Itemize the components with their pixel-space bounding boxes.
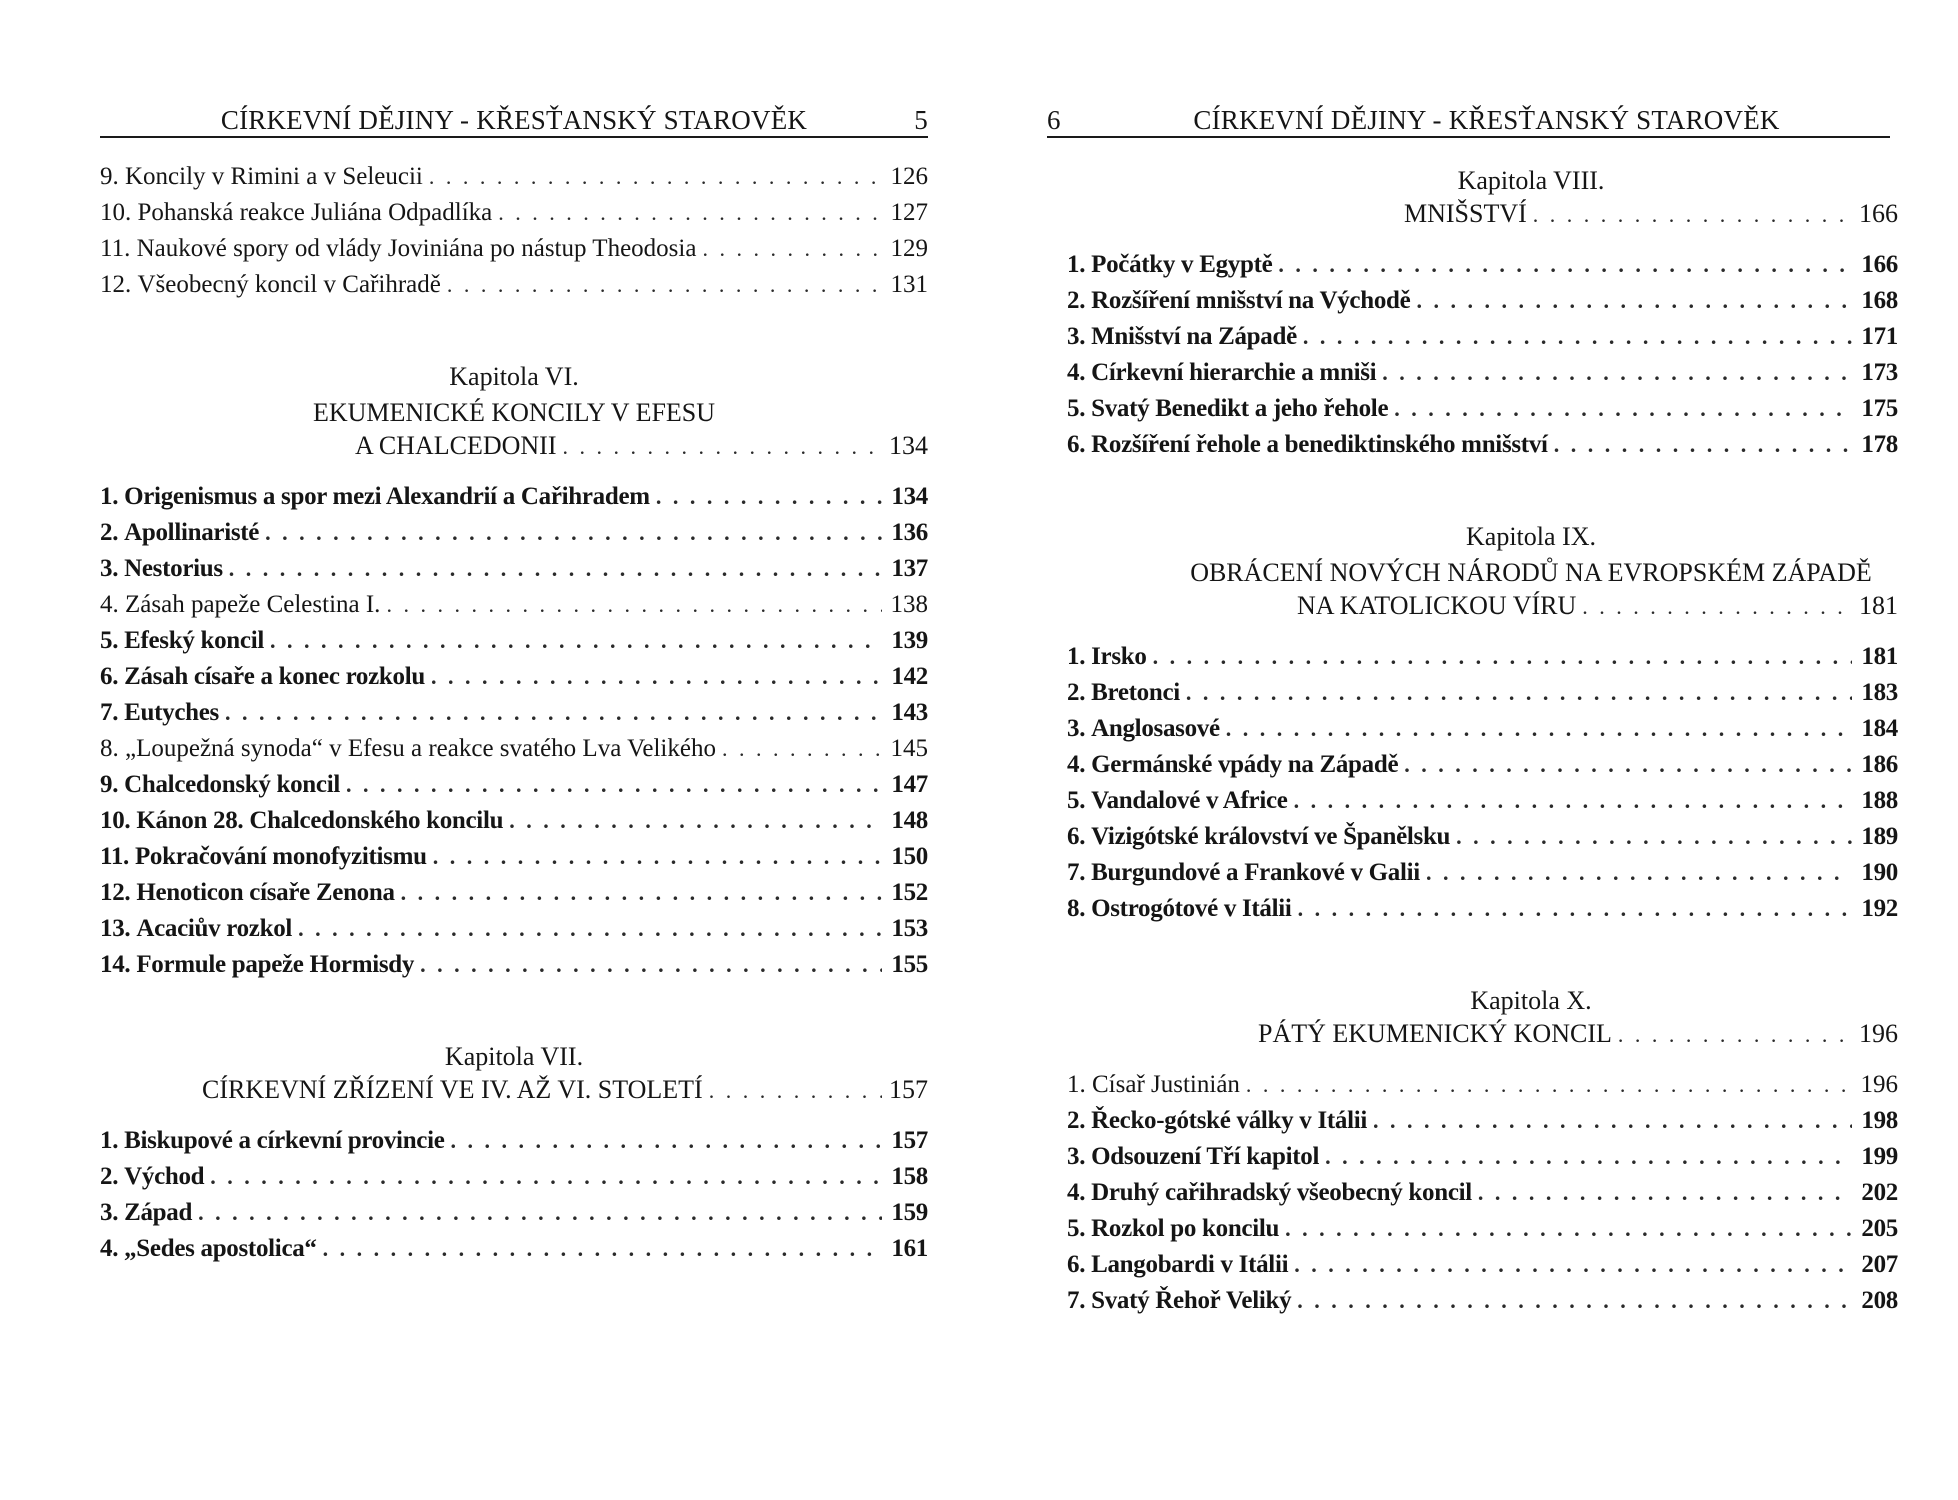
toc-entry[interactable]: 2. Apollinaristé . . . 136 (100, 519, 928, 555)
entry-page: 152 (891, 879, 928, 906)
entry-title: Apollinaristé (124, 519, 260, 546)
toc-entry[interactable]: 10. Kánon 28. Chalcedonského koncilu . . . 148 (100, 807, 928, 843)
entry-page: 207 (1861, 1251, 1898, 1278)
entry-page: 184 (1861, 715, 1898, 742)
toc-entry[interactable]: 13. Acaciův rozkol . . . 153 (100, 915, 928, 951)
chapter-label: Kapitola VII. (444, 1042, 584, 1071)
entry-title: Biskupové a církevní provincie (124, 1127, 445, 1154)
entry-title: Svatý Benedikt a jeho řehole (1091, 395, 1389, 422)
entry-page: 129 (890, 235, 928, 262)
entry-page: 147 (891, 771, 928, 798)
entry-page: 190 (1861, 859, 1898, 886)
toc-entry[interactable]: 3. Mnišství na Západě . . . 171 (1067, 323, 1898, 359)
toc-entry[interactable]: 4. Zásah papeže Celestina I. . . . 138 (100, 591, 928, 627)
entry-page: 158 (891, 1163, 928, 1190)
entry-page: 127 (890, 199, 928, 226)
entry-page: 192 (1861, 895, 1898, 922)
entry-page: 157 (891, 1127, 928, 1154)
entry-title: Ostrogótové v Itálii (1091, 895, 1292, 922)
entry-title: Nestorius (124, 555, 223, 582)
entry-title: Acaciův rozkol (136, 915, 293, 942)
chapter-title: MNIŠSTVÍ (1404, 199, 1527, 228)
toc-body (100, 163, 928, 1271)
entry-title: Burgundové a Frankové v Galii (1091, 859, 1420, 886)
entry-page: 143 (891, 699, 928, 726)
chapter-label: Kapitola IX. (1466, 522, 1596, 551)
toc-entry[interactable]: 12. Henoticon císaře Zenona . . . 152 (100, 879, 928, 915)
entry-page: 150 (891, 843, 928, 870)
entry-title: Origenismus a spor mezi Alexandrií a Cařihradem (124, 483, 650, 510)
toc-entry[interactable]: 4. Druhý cařihradský všeobecný koncil . . . 202 (1067, 1179, 1898, 1215)
entry-title: „Loupežná synoda“ v Efesu a reakce svatého Lva Velikého (125, 735, 716, 762)
toc-entry[interactable]: 8. „Loupežná synoda“ v Efesu a reakce svatého Lva Velikého . . . 145 (100, 735, 928, 771)
toc-entry[interactable]: 4. Germánské vpády na Západě . . . 186 (1067, 751, 1898, 787)
chapter-title-row[interactable] (100, 1075, 928, 1111)
toc-entry[interactable]: 1. Irsko . . . 181 (1067, 643, 1898, 679)
toc-entry[interactable]: 9. Koncily v Rimini a v Seleucii . . . 126 (100, 163, 928, 199)
toc-entry[interactable]: 3. Odsouzení Tří kapitol . . . 199 (1067, 1143, 1898, 1179)
entry-page: 131 (890, 271, 928, 298)
entry-title: Formule papeže Hormisdy (136, 951, 415, 978)
toc-entry[interactable]: 1. Počátky v Egyptě . . . 166 (1067, 251, 1898, 287)
entry-title: Naukové spory od vlády Joviniána po nástup Theodosia (136, 235, 697, 262)
entry-title: Henoticon císaře Zenona (136, 879, 395, 906)
chapter-title-row[interactable] (980, 199, 1898, 235)
chapter-title-row[interactable] (100, 431, 928, 467)
toc-entry[interactable]: 4. „Sedes apostolica“ . . . 161 (100, 1235, 928, 1271)
header-title: CÍRKEVNÍ DĚJINY - KŘESŤANSKÝ STAROVĚK (220, 105, 808, 135)
entry-page: 159 (891, 1199, 928, 1226)
page-number: 6 (1047, 105, 1061, 135)
entry-title: Vizigótské království ve Španělsku (1091, 823, 1451, 850)
entry-title: Řecko-gótské války v Itálii (1091, 1107, 1368, 1134)
entry-title: Bretonci (1091, 679, 1180, 706)
entry-page: 186 (1861, 751, 1898, 778)
header-rule (100, 136, 928, 138)
chapter-page: 157 (889, 1075, 928, 1104)
entry-page: 198 (1861, 1107, 1898, 1134)
entry-page: 126 (890, 163, 928, 190)
page-number: 5 (914, 105, 928, 135)
entry-title: Irsko (1091, 643, 1147, 670)
toc-entry[interactable]: 2. Bretonci . . . 183 (1067, 679, 1898, 715)
entry-title: Koncily v Rimini a v Seleucii (125, 163, 423, 190)
entry-title: Císař Justinián (1092, 1071, 1240, 1098)
entry-page: 183 (1861, 679, 1898, 706)
entry-page: 175 (1861, 395, 1898, 422)
chapter-page: 134 (889, 431, 928, 460)
toc-entry[interactable]: 7. Burgundové a Frankové v Galii . . . 190 (1067, 859, 1898, 895)
chapter-page: 196 (1859, 1019, 1898, 1048)
toc-entry[interactable]: 1. Origenismus a spor mezi Alexandrií a Cařihradem . . . 134 (100, 483, 928, 519)
entry-title: „Sedes apostolica“ (124, 1235, 317, 1262)
entry-page: 205 (1861, 1215, 1898, 1242)
entry-page: 178 (1861, 431, 1898, 458)
entry-page: 139 (891, 627, 928, 654)
chapter-title: CÍRKEVNÍ ZŘÍZENÍ VE IV. AŽ VI. STOLETÍ (202, 1075, 703, 1104)
toc-entry[interactable]: 6. Rozšíření řehole a benediktinského mnišství . . . 178 (1067, 431, 1898, 467)
entry-title: Východ (124, 1163, 205, 1190)
chapter-title: PÁTÝ EKUMENICKÝ KONCIL (1258, 1019, 1612, 1048)
entry-page: 137 (891, 555, 928, 582)
entry-page: 168 (1861, 287, 1898, 314)
entry-title: Církevní hierarchie a mniši (1091, 359, 1377, 386)
chapter-title: NA KATOLICKOU VÍRU (1297, 591, 1577, 620)
entry-title: Svatý Řehoř Veliký (1091, 1287, 1292, 1314)
toc-entry[interactable]: 5. Vandalové v Africe . . . 188 (1067, 787, 1898, 823)
entry-title: Germánské vpády na Západě (1091, 751, 1399, 778)
entry-page: 136 (891, 519, 928, 546)
chapter-label: Kapitola VI. (449, 362, 579, 391)
entry-title: Počátky v Egyptě (1091, 251, 1273, 278)
toc-entry[interactable]: 2. Řecko-gótské války v Itálii . . . 198 (1067, 1107, 1898, 1143)
toc-entry[interactable]: 2. Východ . . . 158 (100, 1163, 928, 1199)
right-page (979, 0, 1958, 1500)
chapter-page: 166 (1859, 199, 1898, 228)
entry-title: Zásah papeže Celestina I. (125, 591, 381, 618)
entry-page: 208 (1861, 1287, 1898, 1314)
toc-entry[interactable]: 7. Svatý Řehoř Veliký . . . 208 (1067, 1287, 1898, 1323)
toc-entry[interactable]: 14. Formule papeže Hormisdy . . . 155 (100, 951, 928, 987)
entry-page: 199 (1861, 1143, 1898, 1170)
running-header (100, 100, 928, 136)
toc-entry[interactable]: 9. Chalcedonský koncil . . . 147 (100, 771, 928, 807)
entry-title: Efeský koncil (124, 627, 264, 654)
entry-page: 153 (891, 915, 928, 942)
entry-title: Langobardi v Itálii (1091, 1251, 1289, 1278)
entry-title: Západ (124, 1199, 193, 1226)
toc-entry[interactable]: 5. Svatý Benedikt a jeho řehole . . . 175 (1067, 395, 1898, 431)
entry-title: Pokračování monofyzitismu (134, 843, 427, 870)
entry-title: Zásah císaře a konec rozkolu (124, 663, 425, 690)
toc-entry[interactable]: 5. Rozkol po koncilu . . . 205 (1067, 1215, 1898, 1251)
entry-page: 171 (1861, 323, 1898, 350)
entry-title: Anglosasové (1091, 715, 1220, 742)
chapter-title: A CHALCEDONII (355, 431, 557, 460)
entry-title: Eutyches (124, 699, 219, 726)
toc-entry[interactable]: 11. Naukové spory od vlády Joviniána po nástup Theodosia . . . 129 (100, 235, 928, 271)
entry-page: 173 (1861, 359, 1898, 386)
chapter-label: Kapitola VIII. (1457, 166, 1605, 195)
toc-entry[interactable]: 10. Pohanská reakce Juliána Odpadlíka . . . 127 (100, 199, 928, 235)
toc-entry[interactable]: 5. Efeský koncil . . . 139 (100, 627, 928, 663)
entry-title: Vandalové v Africe (1091, 787, 1288, 814)
toc-entry[interactable]: 6. Zásah císaře a konec rozkolu . . . 142 (100, 663, 928, 699)
chapter-title: OBRÁCENÍ NOVÝCH NÁRODŮ NA EVROPSKÉM ZÁPADĚ (1190, 558, 1872, 587)
chapter-title-row[interactable] (980, 591, 1898, 627)
entry-title: Chalcedonský koncil (124, 771, 340, 798)
entry-title: Rozšíření řehole a benediktinského mnišství (1091, 431, 1548, 458)
entry-page: 145 (890, 735, 928, 762)
entry-page: 148 (891, 807, 928, 834)
running-header (1047, 100, 1890, 136)
entry-title: Všeobecný koncil v Cařihradě (137, 271, 441, 298)
entry-page: 181 (1861, 643, 1898, 670)
entry-page: 166 (1861, 251, 1898, 278)
entry-title: Mnišství na Západě (1091, 323, 1297, 350)
entry-page: 138 (890, 591, 928, 618)
toc-entry[interactable]: 3. Nestorius . . . 137 (100, 555, 928, 591)
entry-page: 134 (891, 483, 928, 510)
header-rule (1047, 136, 1890, 138)
entry-page: 155 (891, 951, 928, 978)
toc-entry[interactable]: 1. Císař Justinián . . . 196 (1067, 1071, 1898, 1107)
toc-entry[interactable]: 6. Vizigótské království ve Španělsku . . . 189 (1067, 823, 1898, 859)
chapter-title-row[interactable] (980, 1019, 1898, 1055)
entry-title: Kánon 28. Chalcedonského koncilu (136, 807, 504, 834)
entry-page: 202 (1861, 1179, 1898, 1206)
entry-page: 189 (1861, 823, 1898, 850)
entry-title: Pohanská reakce Juliána Odpadlíka (137, 199, 493, 226)
entry-title: Druhý cařihradský všeobecný koncil (1091, 1179, 1472, 1206)
toc-entry[interactable]: 1. Biskupové a církevní provincie . . . 157 (100, 1127, 928, 1163)
toc-entry[interactable]: 7. Eutyches . . . 143 (100, 699, 928, 735)
chapter-title: EKUMENICKÉ KONCILY V EFESU (312, 398, 716, 427)
entry-title: Rozšíření mnišství na Východě (1091, 287, 1411, 314)
toc-entry[interactable]: 11. Pokračování monofyzitismu . . . 150 (100, 843, 928, 879)
toc-entry[interactable]: 2. Rozšíření mnišství na Východě . . . 168 (1067, 287, 1898, 323)
toc-body (980, 163, 1898, 1323)
chapter-label: Kapitola X. (1470, 986, 1592, 1015)
toc-entry[interactable]: 6. Langobardi v Itálii . . . 207 (1067, 1251, 1898, 1287)
toc-entry[interactable]: 3. Anglosasové . . . 184 (1067, 715, 1898, 751)
entry-title: Odsouzení Tří kapitol (1091, 1143, 1320, 1170)
entry-page: 188 (1861, 787, 1898, 814)
toc-entry[interactable]: 12. Všeobecný koncil v Cařihradě . . . 131 (100, 271, 928, 307)
entry-page: 142 (891, 663, 928, 690)
entry-title: Rozkol po koncilu (1091, 1215, 1280, 1242)
entry-page: 196 (1860, 1071, 1898, 1098)
entry-page: 161 (891, 1235, 928, 1262)
header-title: CÍRKEVNÍ DĚJINY - KŘESŤANSKÝ STAROVĚK (1193, 105, 1780, 135)
toc-entry[interactable]: 3. Západ . . . 159 (100, 1199, 928, 1235)
toc-entry[interactable]: 8. Ostrogótové v Itálii . . . 192 (1067, 895, 1898, 931)
chapter-page: 181 (1859, 591, 1898, 620)
toc-entry[interactable]: 4. Církevní hierarchie a mniši . . . 173 (1067, 359, 1898, 395)
